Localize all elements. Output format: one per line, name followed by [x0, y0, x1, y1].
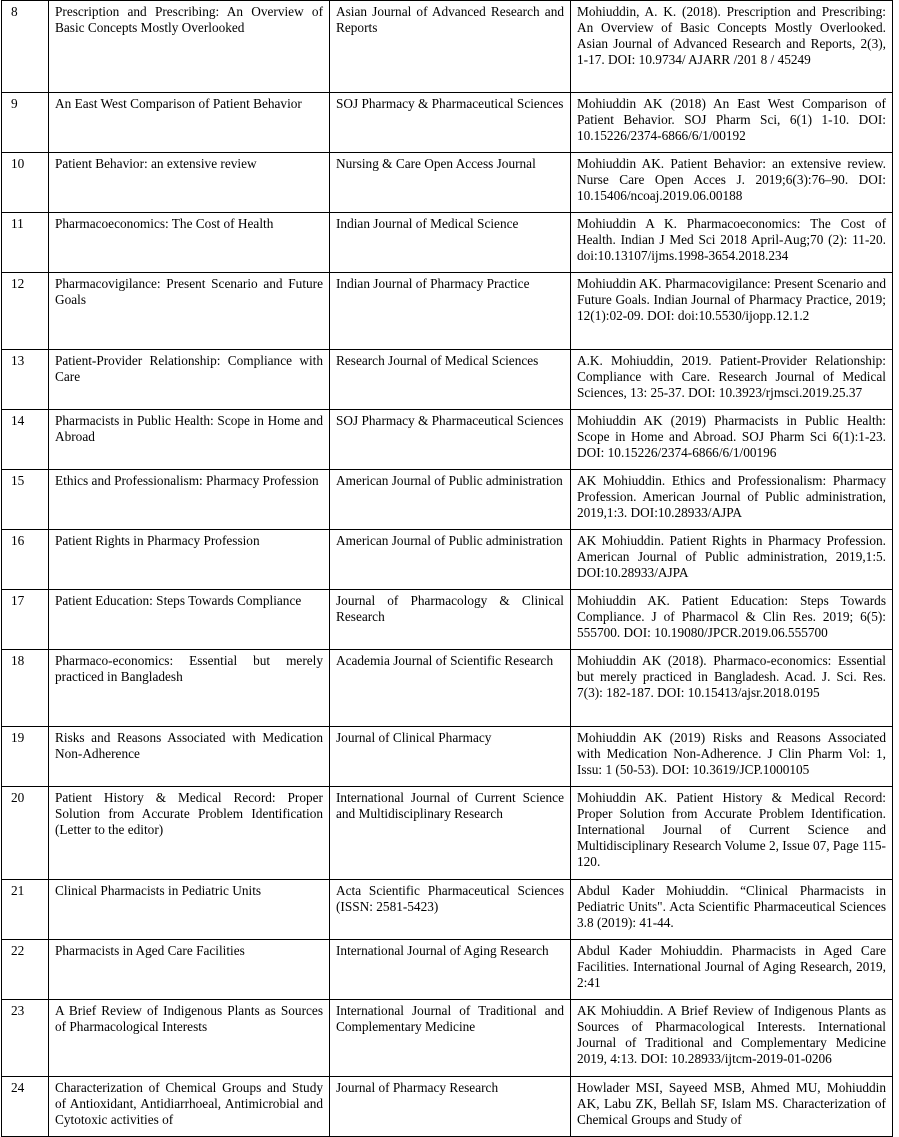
- article-title: Characterization of Chemical Groups and Study of Antioxidant, Antidiarrhoeal, Antimicrobial and Cytotoxic activities of: [49, 1077, 330, 1137]
- row-number: 13: [2, 350, 49, 410]
- journal-name: SOJ Pharmacy & Pharmaceutical Sciences: [330, 410, 571, 470]
- row-number: 17: [2, 590, 49, 650]
- table-row: [2, 1077, 893, 1137]
- table-row: [2, 410, 893, 470]
- article-title: An East West Comparison of Patient Behavior: [49, 93, 330, 153]
- citation: Mohiuddin AK (2019) Risks and Reasons Associated with Medication Non-Adherence. J Clin Pharm Vol: 1, Issu: 1 (50-53). DOI: 10.3619/JCP.1000105: [571, 727, 893, 787]
- article-title: Patient History & Medical Record: Proper Solution from Accurate Problem Identification (Letter to the editor): [49, 787, 330, 880]
- row-number: 23: [2, 1000, 49, 1077]
- journal-name: Nursing & Care Open Access Journal: [330, 153, 571, 213]
- article-title: A Brief Review of Indigenous Plants as Sources of Pharmacological Interests: [49, 1000, 330, 1077]
- citation: Mohiuddin A K. Pharmacoeconomics: The Cost of Health. Indian J Med Sci 2018 April-Aug;70 (2): 11-20. doi:10.13107/ijms.1998-3654.2018.234: [571, 213, 893, 273]
- article-title: Ethics and Professionalism: Pharmacy Profession: [49, 470, 330, 530]
- journal-name: International Journal of Traditional and Complementary Medicine: [330, 1000, 571, 1077]
- journal-name: SOJ Pharmacy & Pharmaceutical Sciences: [330, 93, 571, 153]
- table-row: [2, 787, 893, 880]
- row-number: 21: [2, 880, 49, 940]
- table-row: [2, 470, 893, 530]
- citation: Mohiuddin AK. Patient Behavior: an extensive review. Nurse Care Open Acces J. 2019;6(3):76–90. DOI: 10.15406/ncoaj.2019.06.00188: [571, 153, 893, 213]
- row-number: 16: [2, 530, 49, 590]
- table-row: [2, 1000, 893, 1077]
- article-title: Clinical Pharmacists in Pediatric Units: [49, 880, 330, 940]
- journal-name: Journal of Clinical Pharmacy: [330, 727, 571, 787]
- row-number: 9: [2, 93, 49, 153]
- table-row: [2, 93, 893, 153]
- article-title: Pharmaco-economics: Essential but merely practiced in Bangladesh: [49, 650, 330, 727]
- table-row: [2, 1, 893, 93]
- row-number: 10: [2, 153, 49, 213]
- article-title: Pharmacists in Public Health: Scope in Home and Abroad: [49, 410, 330, 470]
- table-row: [2, 530, 893, 590]
- citation: Mohiuddin AK. Pharmacovigilance: Present Scenario and Future Goals. Indian Journal of Pharmacy Practice, 2019; 12(1):02-09. DOI: doi:10.5530/ijopp.12.1.2: [571, 273, 893, 350]
- journal-name: Journal of Pharmacy Research: [330, 1077, 571, 1137]
- journal-name: Asian Journal of Advanced Research and Reports: [330, 1, 571, 93]
- citation: Mohiuddin, A. K. (2018). Prescription and Prescribing: An Overview of Basic Concepts Mostly Overlooked. Asian Journal of Advanced Research and Reports, 2(3), 1-17. DOI: 10.9734/ AJARR /201 8 / 45249: [571, 1, 893, 93]
- citation: Howlader MSI, Sayeed MSB, Ahmed MU, Mohiuddin AK, Labu ZK, Bellah SF, Islam MS. Characterization of Chemical Groups and Study of: [571, 1077, 893, 1137]
- row-number: 12: [2, 273, 49, 350]
- article-title: Pharmacovigilance: Present Scenario and Future Goals: [49, 273, 330, 350]
- table-row: [2, 590, 893, 650]
- citation: Mohiuddin AK. Patient Education: Steps Towards Compliance. J of Pharmacol & Clin Res. 2019; 6(5): 555700. DOI: 10.19080/JPCR.2019.06.555700: [571, 590, 893, 650]
- citation: Mohiuddin AK (2018) An East West Comparison of Patient Behavior. SOJ Pharm Sci, 6(1) 1-10. DOI: 10.15226/2374-6866/6/1/00192: [571, 93, 893, 153]
- citation: Mohiuddin AK. Patient History & Medical Record: Proper Solution from Accurate Problem Identification. International Journal of Current Science and Multidisciplinary Research Volume 2, Issue 07, Page 115-120.: [571, 787, 893, 880]
- citation: Abdul Kader Mohiuddin. “Clinical Pharmacists in Pediatric Units". Acta Scientific Pharmaceutical Sciences 3.8 (2019): 41-44.: [571, 880, 893, 940]
- row-number: 14: [2, 410, 49, 470]
- table-row: [2, 350, 893, 410]
- article-title: Patient Education: Steps Towards Compliance: [49, 590, 330, 650]
- article-title: Patient-Provider Relationship: Compliance with Care: [49, 350, 330, 410]
- article-title: Pharmacists in Aged Care Facilities: [49, 940, 330, 1000]
- publications-table-body: [2, 1, 893, 1137]
- journal-name: Journal of Pharmacology & Clinical Research: [330, 590, 571, 650]
- table-row: [2, 650, 893, 727]
- journal-name: International Journal of Aging Research: [330, 940, 571, 1000]
- journal-name: American Journal of Public administration: [330, 530, 571, 590]
- row-number: 15: [2, 470, 49, 530]
- row-number: 11: [2, 213, 49, 273]
- citation: AK Mohiuddin. Ethics and Professionalism: Pharmacy Profession. American Journal of Public administration, 2019,1:3. DOI:10.28933/AJPA: [571, 470, 893, 530]
- citation: Mohiuddin AK (2019) Pharmacists in Public Health: Scope in Home and Abroad. SOJ Pharm Sci 6(1):1-23. DOI: 10.15226/2374-6866/6/1/00196: [571, 410, 893, 470]
- journal-name: International Journal of Current Science and Multidisciplinary Research: [330, 787, 571, 880]
- publications-table: [1, 0, 893, 1137]
- table-row: [2, 727, 893, 787]
- row-number: 20: [2, 787, 49, 880]
- row-number: 8: [2, 1, 49, 93]
- article-title: Patient Rights in Pharmacy Profession: [49, 530, 330, 590]
- journal-name: Acta Scientific Pharmaceutical Sciences (ISSN: 2581-5423): [330, 880, 571, 940]
- journal-name: Indian Journal of Pharmacy Practice: [330, 273, 571, 350]
- table-row: [2, 213, 893, 273]
- citation: Mohiuddin AK (2018). Pharmaco-economics: Essential but merely practiced in Bangladesh. Acad. J. Sci. Res. 7(3): 182-187. DOI: 10.15413/ajsr.2018.0195: [571, 650, 893, 727]
- row-number: 18: [2, 650, 49, 727]
- journal-name: Academia Journal of Scientific Research: [330, 650, 571, 727]
- article-title: Prescription and Prescribing: An Overview of Basic Concepts Mostly Overlooked: [49, 1, 330, 93]
- citation: AK Mohiuddin. A Brief Review of Indigenous Plants as Sources of Pharmacological Interests. International Journal of Traditional and Complementary Medicine 2019, 4:13. DOI: 10.28933/ijtcm-2019-01-0206: [571, 1000, 893, 1077]
- article-title: Patient Behavior: an extensive review: [49, 153, 330, 213]
- journal-name: Research Journal of Medical Sciences: [330, 350, 571, 410]
- journal-name: American Journal of Public administration: [330, 470, 571, 530]
- row-number: 19: [2, 727, 49, 787]
- row-number: 22: [2, 940, 49, 1000]
- table-row: [2, 273, 893, 350]
- table-row: [2, 153, 893, 213]
- table-row: [2, 880, 893, 940]
- article-title: Pharmacoeconomics: The Cost of Health: [49, 213, 330, 273]
- table-row: [2, 940, 893, 1000]
- article-title: Risks and Reasons Associated with Medication Non-Adherence: [49, 727, 330, 787]
- citation: Abdul Kader Mohiuddin. Pharmacists in Aged Care Facilities. International Journal of Aging Research, 2019, 2:41: [571, 940, 893, 1000]
- citation: AK Mohiuddin. Patient Rights in Pharmacy Profession. American Journal of Public administration, 2019,1:5. DOI:10.28933/AJPA: [571, 530, 893, 590]
- citation: A.K. Mohiuddin, 2019. Patient-Provider Relationship: Compliance with Care. Research Journal of Medical Sciences, 13: 25-37. DOI: 10.3923/rjmsci.2019.25.37: [571, 350, 893, 410]
- row-number: 24: [2, 1077, 49, 1137]
- journal-name: Indian Journal of Medical Science: [330, 213, 571, 273]
